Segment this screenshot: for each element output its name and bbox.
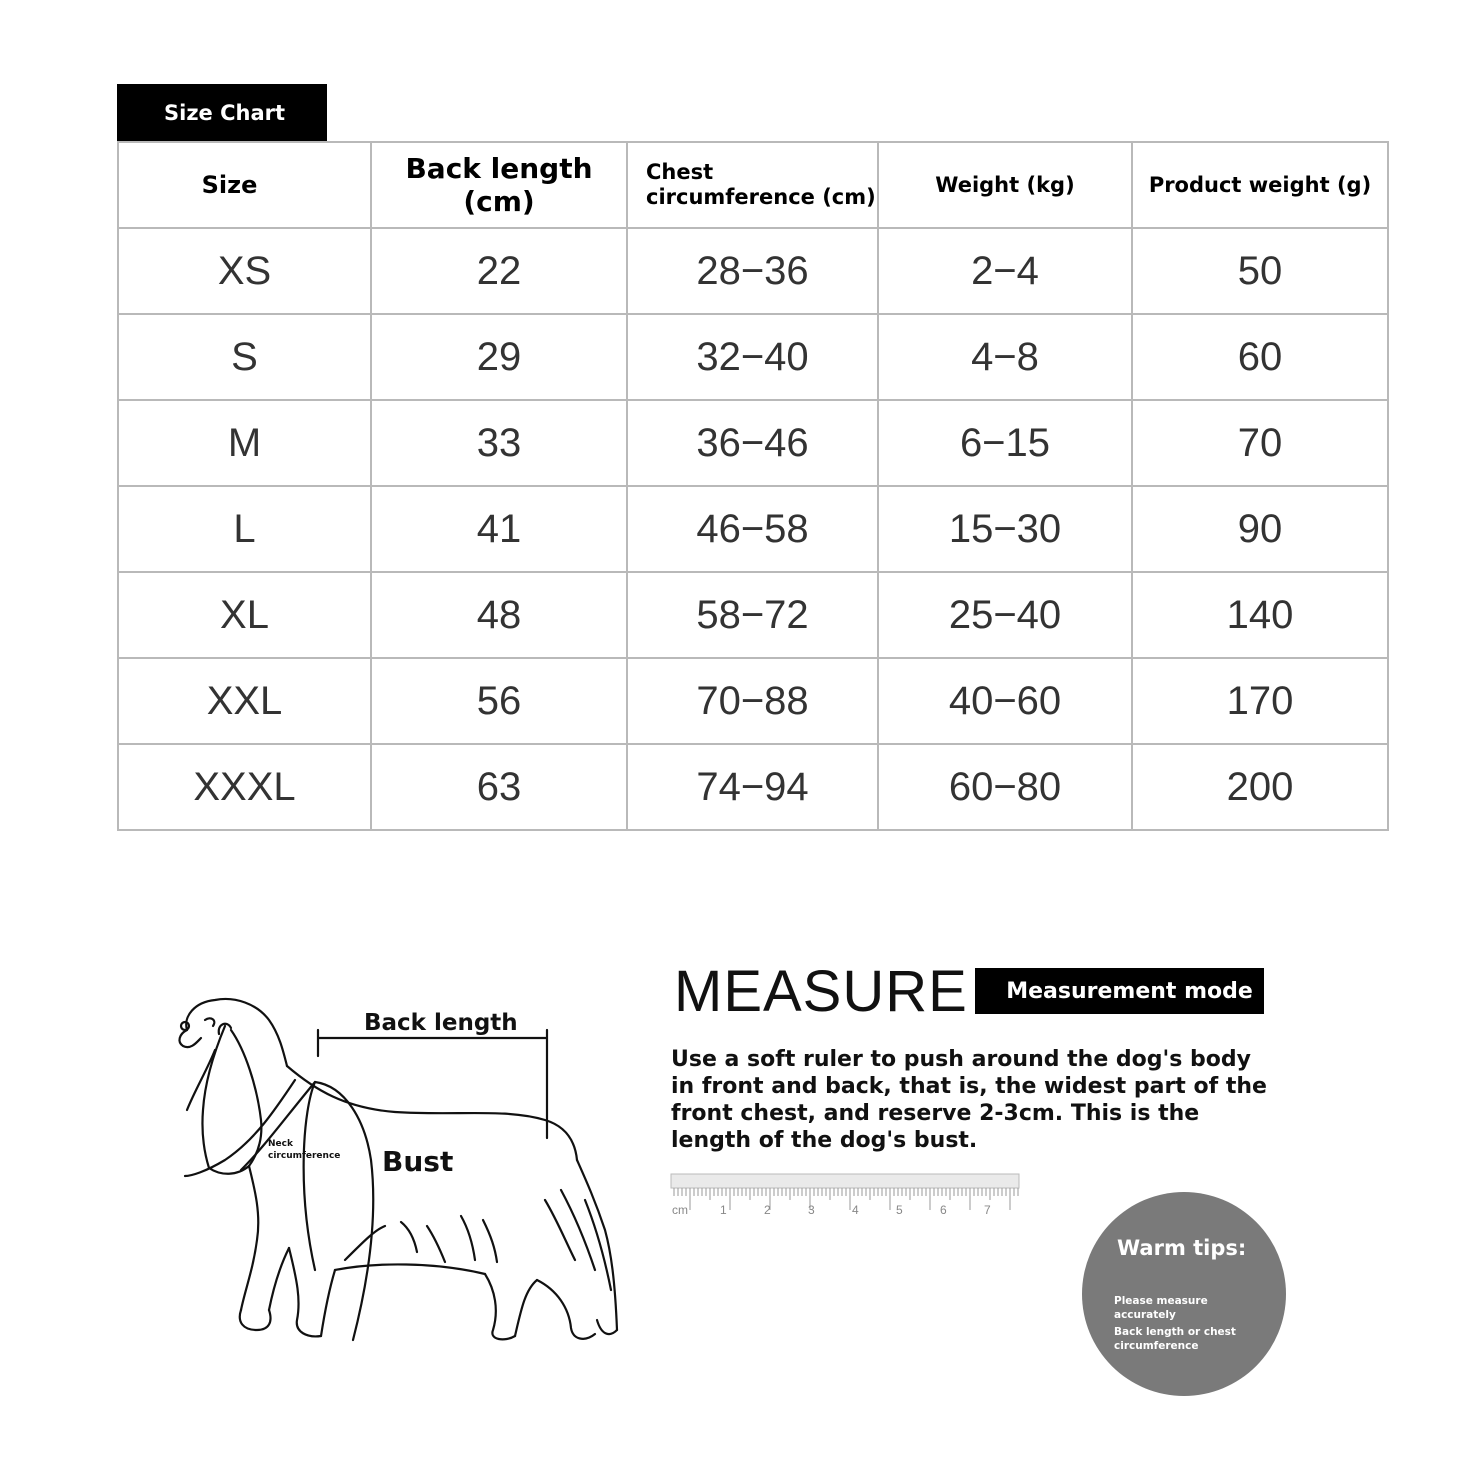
cell-product-weight: 170: [1132, 658, 1388, 744]
label-bust: Bust: [382, 1145, 454, 1178]
cell-chest: 32−40: [627, 314, 878, 400]
table-row: [118, 400, 1388, 486]
cell-chest: 28−36: [627, 228, 878, 314]
cell-product-weight: 200: [1132, 744, 1388, 830]
measure-title: MEASURE: [674, 959, 968, 1024]
cell-back: 29: [371, 314, 627, 400]
warm-tips-badge: [1082, 1192, 1286, 1396]
header-weight: Weight (kg): [878, 142, 1132, 228]
cell-product-weight: 50: [1132, 228, 1388, 314]
cell-weight: 40−60: [878, 658, 1132, 744]
tips-line-2: Back length or chest circumference: [1114, 1326, 1236, 1352]
cell-weight: 6−15: [878, 400, 1132, 486]
cell-product-weight: 90: [1132, 486, 1388, 572]
header-back-length: Back length (cm): [371, 142, 627, 228]
table-row: [118, 572, 1388, 658]
cell-weight: 60−80: [878, 744, 1132, 830]
cell-back: 48: [371, 572, 627, 658]
tips-line-1: Please measure accurately: [1114, 1295, 1208, 1321]
table-row: [118, 658, 1388, 744]
cell-weight: 15−30: [878, 486, 1132, 572]
ruler-number: 7: [984, 1203, 991, 1217]
header-chest: Chest circumference (cm): [627, 142, 878, 228]
label-neck-circumference: Neck circumference: [268, 1139, 341, 1161]
cell-chest: 70−88: [627, 658, 878, 744]
ruler-number: 5: [896, 1203, 903, 1217]
cell-size: XS: [118, 228, 371, 314]
size-table: [117, 141, 1389, 831]
cell-chest: 46−58: [627, 486, 878, 572]
cell-back: 41: [371, 486, 627, 572]
table-row: [118, 228, 1388, 314]
measure-description: Use a soft ruler to push around the dog's body in front and back, that is, the widest part of the front chest, and reserve 2-3cm. This is the length of the dog's bust.: [671, 1047, 1267, 1153]
label-back-length: Back length: [364, 1010, 518, 1036]
cell-weight: 2−4: [878, 228, 1132, 314]
cell-size: XXL: [118, 658, 371, 744]
ruler-number: 2: [764, 1203, 771, 1217]
size-chart-tab: Size Chart: [117, 84, 327, 141]
cell-product-weight: 60: [1132, 314, 1388, 400]
cell-size: XL: [118, 572, 371, 658]
ruler-number: 1: [720, 1203, 727, 1217]
table-row: [118, 486, 1388, 572]
cell-back: 63: [371, 744, 627, 830]
measurement-mode-banner: Measurement mode: [975, 968, 1264, 1014]
table-header-row: [118, 142, 1388, 228]
tips-title: Warm tips:: [1117, 1236, 1247, 1260]
table-row: [118, 314, 1388, 400]
cell-back: 33: [371, 400, 627, 486]
cell-weight: 4−8: [878, 314, 1132, 400]
cell-weight: 25−40: [878, 572, 1132, 658]
ruler-number: 4: [852, 1203, 859, 1217]
header-product-weight: Product weight (g): [1132, 142, 1388, 228]
cell-size: L: [118, 486, 371, 572]
ruler-unit: cm: [672, 1203, 688, 1217]
cell-product-weight: 140: [1132, 572, 1388, 658]
cell-size: M: [118, 400, 371, 486]
cell-back: 56: [371, 658, 627, 744]
ruler-number: 6: [940, 1203, 947, 1217]
header-size: Size: [118, 142, 371, 228]
cell-chest: 36−46: [627, 400, 878, 486]
cell-product-weight: 70: [1132, 400, 1388, 486]
cell-chest: 74−94: [627, 744, 878, 830]
cell-size: S: [118, 314, 371, 400]
cell-back: 22: [371, 228, 627, 314]
cell-chest: 58−72: [627, 572, 878, 658]
cell-size: XXXL: [118, 744, 371, 830]
ruler-number: 3: [808, 1203, 815, 1217]
table-row: [118, 744, 1388, 830]
ruler-icon: [670, 1170, 1022, 1220]
